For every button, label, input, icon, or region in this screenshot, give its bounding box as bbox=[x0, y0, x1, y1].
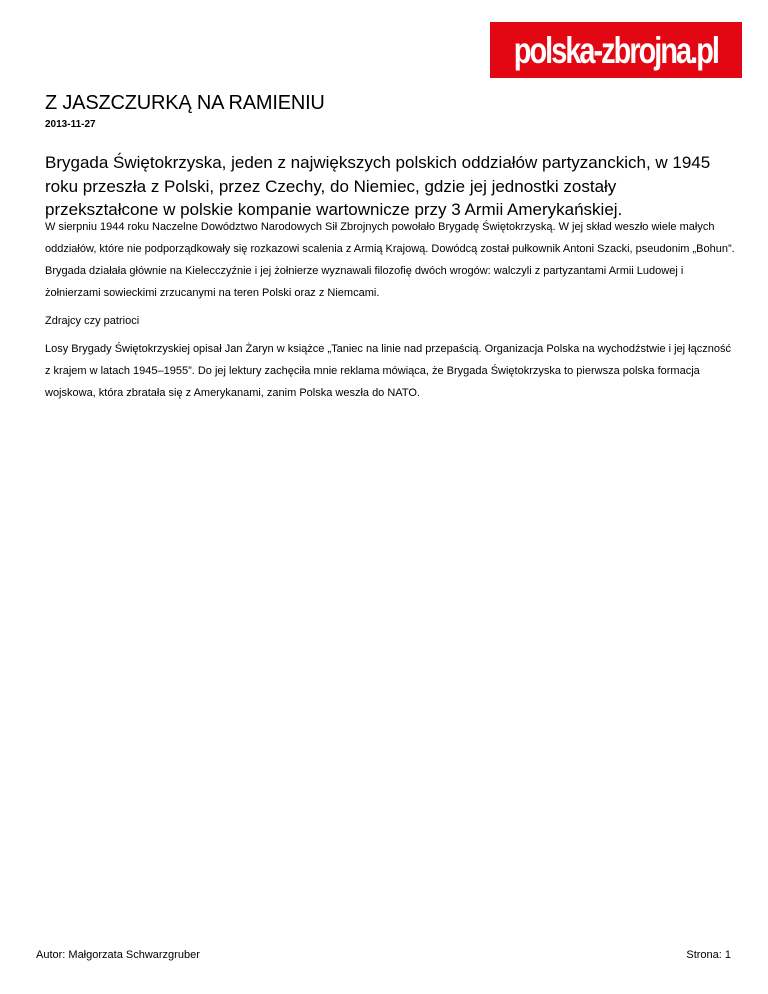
footer-author: Autor: Małgorzata Schwarzgruber bbox=[36, 949, 200, 961]
article-title: Z JASZCZURKĄ NA RAMIENIU bbox=[45, 92, 325, 114]
article-paragraph: Losy Brygady Świętokrzyskiej opisał Jan Żaryn w książce „Taniec na linie nad przepaścią. Organizacja Polska na wychodźstwie i jej łączność z krajem w latach 1945–1955”. Do jej lektury zachęciła mnie reklama mówiąca, że Brygada Świętokrzyska to pierwsza polska formacja wojskowa, która zbratała się z Amerykanami, zanim Polska weszła do NATO. bbox=[45, 343, 731, 399]
article-subheading: Zdrajcy czy patrioci bbox=[45, 315, 140, 327]
article-paragraph: W sierpniu 1944 roku Naczelne Dowództwo Narodowych Sił Zbrojnych powołało Brygadę Świętokrzyską. W jej skład weszło wiele małych oddziałów, które nie podporządkowały się rozkazowi scalenia z Armią Krajową. Dowódcą został pułkownik Antoni Szacki, pseudonim „Bohun”. Brygada działała głównie na Kielecczyźnie i jej żołnierze wyznawali filozofię dwóch wrogów: walczyli z partyzantami Armii Ludowej i żołnierzami sowieckimi zrzucanymi na teren Polski oraz z Niemcami. bbox=[45, 221, 735, 299]
article-lead: Brygada Świętokrzyska, jeden z największych polskich oddziałów partyzanckich, w 1945 roku przeszła z Polski, przez Czechy, do Niemiec, gdzie jej jednostki zostały przekształcone w polskie kompanie wartownicze przy 3 Armii Amerykańskiej. bbox=[45, 153, 711, 219]
site-logo-text: polska-zbrojna.pl bbox=[513, 29, 719, 71]
article-body bbox=[45, 216, 735, 410]
article-date: 2013-11-27 bbox=[45, 119, 96, 130]
site-logo[interactable] bbox=[490, 22, 742, 78]
footer-page-number: Strona: 1 bbox=[686, 949, 731, 961]
